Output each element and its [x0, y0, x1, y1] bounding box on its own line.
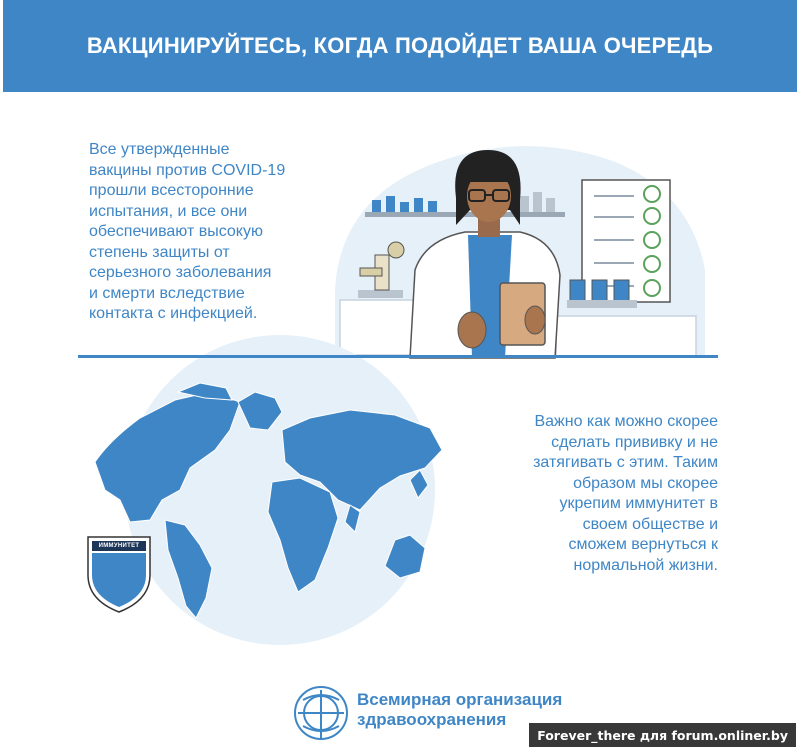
who-name-line2: здравоохранения: [357, 710, 507, 729]
page-title: ВАКЦИНИРУЙТЕСЬ, КОГДА ПОДОЙДЕТ ВАША ОЧЕРЕДЬ: [86, 33, 714, 58]
who-name-line1: Всемирная организация: [357, 690, 563, 709]
vaccine-info-text: Все утвержденные вакцины против COVID-19 прошли всесторонние испытания, и все они обеспечивают высокую степень защиты от серьезного заболевания и смерти вследствие контакта с инфекцией.: [89, 141, 286, 322]
who-emblem-icon: [295, 687, 347, 739]
section-divider: [78, 355, 718, 358]
lab-desk-right: [556, 316, 696, 356]
vials-icon: [567, 280, 637, 308]
shield-label: ИММУНИТЕТ: [98, 543, 140, 549]
watermark: Forever_there для forum.onliner.by: [529, 723, 796, 747]
vaccination-urgency-text: Важно как можно скорее сделать прививку и не затягивать с этим. Таким образом мы скорее укрепим иммунитет в своем обществе и сможем вернуться к нормальной жизни.: [533, 413, 718, 574]
